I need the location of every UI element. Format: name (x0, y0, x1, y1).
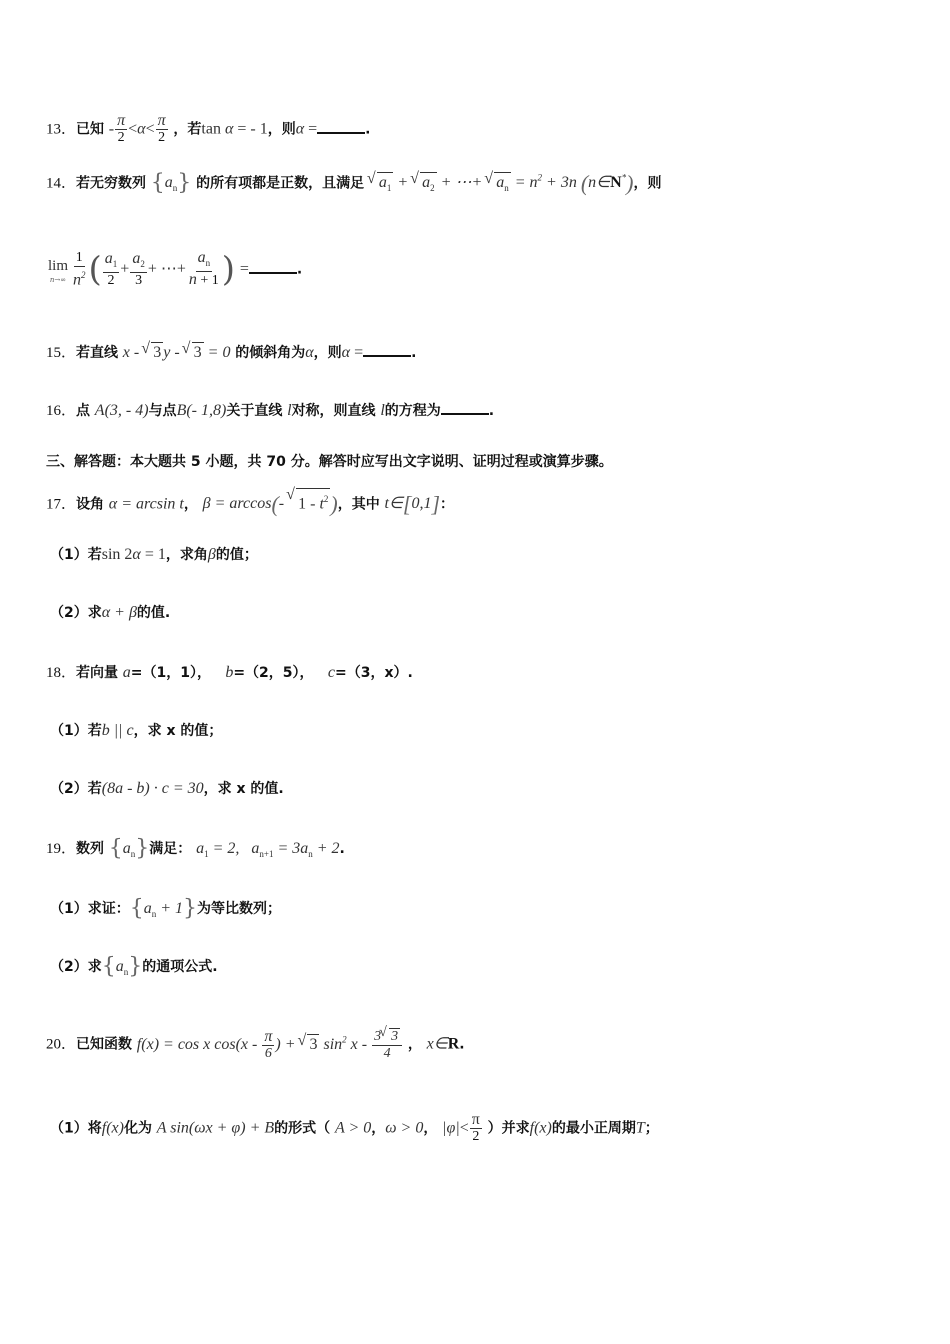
section-3-heading: 三、解答题：本大题共 5 小题，共 70 分。解答时应写出文字说明、证明过程或演算步骤。 (46, 454, 613, 470)
q17-beta-def: β = arccos(- √ $1 - t^2$) (203, 495, 338, 512)
q19-part-1: （1）求证：$\{a_n + 1\}$为等比数列； (50, 896, 282, 921)
q19-part-2: （2）求$\{a_n\}$的通项公式. (50, 954, 218, 979)
question-14: 14．若无穷数列 $\{a_n\}$ 的所有项都是正数，且满足 √ $a_1$ + √ $a_2$ + ⋯+ √ $a_n = n^2 + 3n$ (n∈N*)，则 (46, 168, 662, 199)
answer-blank (249, 260, 297, 274)
q18-part-2: （2）若(8a - b) · c = 30，求 x 的值. (50, 780, 284, 797)
q17-range: t∈[0,1] (384, 491, 441, 517)
question-19: 19．数列 $\{a_n\}$满足： $a_1 = 2$, $a_{n+1} = 3a_n + 2$. (46, 836, 345, 861)
question-16: 16．点 A(3, - 4)与点B(- 1,8)关于直线 l对称，则直线 l的方程为 . (46, 402, 495, 419)
q14-limit-expression: lim n→∞ $\frac{1}{n^2}$ ( $\frac{a_1}{2}$ + $\frac{a_2}{3}$ + ⋯+ $\frac{a_n}{n + 1}$ ) = . (48, 249, 303, 290)
question-18: 18．若向量 a=（1，1）， b=（2，5）， c=（3，x）. (46, 664, 413, 681)
q17-alpha-def: α = arcsin t (108, 495, 184, 513)
q20-domain: x∈R (426, 1035, 460, 1053)
q17-part-1: （1）若sin 2α = 1，求角β的值； (50, 546, 258, 563)
q13-frac-pi2: $\frac{\pi}{2}$ (117, 112, 126, 145)
answer-blank (441, 401, 489, 415)
q14-sum-condition: √ $a_1$ + √ $a_2$ + ⋯+ √ $a_n = n^2 + 3n$ (n∈N*) (369, 174, 634, 191)
question-17: 17．设角 α = arcsin t， β = arccos(- √ $1 - t^2$)，其中 t∈[0,1]： (46, 488, 454, 515)
q19-recurrence: $a_1 = 2$, $a_{n+1} = 3a_n + 2$ (196, 840, 340, 860)
answer-blank (363, 343, 411, 357)
question-15: 15．若直线 x - √ 3 y - √ 3 = 0 的倾斜角为α，则α = . (46, 342, 416, 363)
q17-part-2: （2）求α + β的值. (50, 604, 171, 621)
q13-condition: tan α = - 1 (201, 120, 268, 138)
point-a: A(3, - 4) (94, 402, 149, 419)
question-20: 20．已知函数 f(x) = cos x cos(x - $\frac{\pi}{6}$ ) + √ 3 $\sin^2 x$ - $\frac{3√ 3}{4}$ ， x∈R. (46, 1028, 465, 1062)
question-13: 13．已知 - $\frac{\pi}{2}$ <α< $\frac{\pi}{2}$ ，若tan α = - 1，则α = . (46, 112, 371, 145)
point-b: B(- 1,8) (176, 402, 227, 419)
answer-blank (317, 120, 365, 134)
q18-part-1: （1）若b || c，求 x 的值； (50, 722, 223, 739)
q15-line-equation: x - √ 3 y - √ 3 = 0 (123, 344, 231, 361)
q20-part-1: （1）将f(x)化为 A sin(ωx + φ) + B的形式（ A > 0，ω > 0， |φ|< $\frac{\pi}{2}$ ）并求f(x)的最小正周期T； (50, 1111, 659, 1144)
q13-text: 已知 (76, 121, 105, 138)
q13-number: 13． (46, 121, 77, 138)
q20-function: f(x) = cos x cos(x - $\frac{\pi}{6}$ ) + √ 3 $\sin^2 x$ - $\frac{3√ 3}{4}$ (137, 1036, 403, 1053)
